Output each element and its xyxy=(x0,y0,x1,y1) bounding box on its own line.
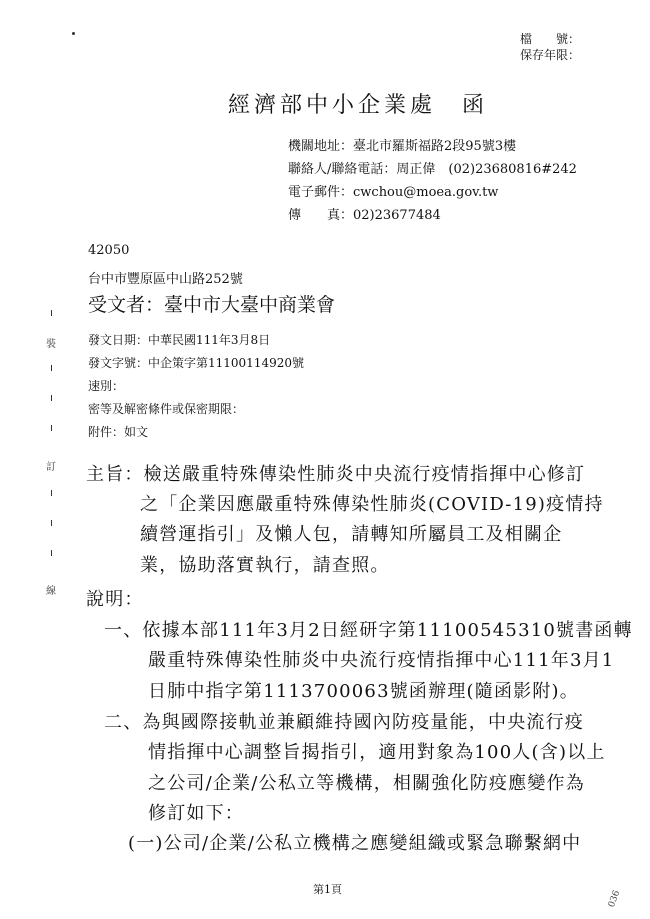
handwritten-mark: 036 xyxy=(606,889,623,909)
explanation-subitem-1: (一)公司/企業/公私立機構之應變組織或緊急聯繫網中 xyxy=(128,833,582,854)
agency-fax: 傳 真：02)23677484 xyxy=(288,208,441,223)
explanation-line: 一、依據本部111年3月2日經研字第11100545310號書函轉 xyxy=(104,620,633,641)
page-number: 第1頁 xyxy=(313,883,342,896)
issue-date: 發文日期：中華民國111年3月8日 xyxy=(88,333,271,347)
subject-line: 主旨：檢送嚴重特殊傳染性肺炎中央流行疫情指揮中心修訂 xyxy=(86,464,586,485)
attachment: 附件：如文 xyxy=(88,425,149,439)
explanation-line: 修訂如下： xyxy=(148,803,244,824)
binding-char-top: 裝 xyxy=(46,339,56,350)
archive-retention: 保存年限： xyxy=(520,48,581,62)
scan-dot xyxy=(72,32,75,35)
explanation-line: 嚴重特殊傳染性肺炎中央流行疫情指揮中心111年3月1 xyxy=(148,650,615,671)
agency-contact: 聯絡人/聯絡電話：周正偉 (02)23680816#242 xyxy=(288,162,577,177)
explanation-line: 之公司/企業/公私立等機構，相關強化防疫應變作為 xyxy=(148,773,585,794)
explanation-line: 日肺中指字第1113700063號函辦理(隨函影附)。 xyxy=(148,681,579,702)
binding-char-bottom: 線 xyxy=(46,586,56,597)
delivery-speed: 速別： xyxy=(88,379,125,393)
secrecy-level: 密等及解密條件或保密期限： xyxy=(88,402,245,416)
recipient-address: 台中市豐原區中山路252號 xyxy=(88,272,243,287)
subject-line: 續營運指引」及懶人包，請轉知所屬員工及相關企 xyxy=(140,524,563,545)
agency-email: 電子郵件：cwchou@moea.gov.tw xyxy=(288,185,499,200)
document-title: 經濟部中小企業處 函 xyxy=(228,93,489,118)
document-number: 發文字號：中企策字第11100114920號 xyxy=(88,356,304,370)
subject-line: 之「企業因應嚴重特殊傳染性肺炎(COVID-19)疫情持 xyxy=(140,494,604,515)
explanation-heading: 說明： xyxy=(86,589,144,610)
agency-address: 機關地址：臺北市羅斯福路2段95號3樓 xyxy=(288,139,517,154)
archive-file-no: 檔 號： xyxy=(520,32,581,46)
recipient-name: 受文者：臺中市大臺中商業會 xyxy=(88,294,336,316)
binding-char-middle: 訂 xyxy=(46,462,56,473)
explanation-line: 二、為與國際接軌並兼顧維持國內防疫量能，中央流行疫 xyxy=(104,712,584,733)
postal-code: 42050 xyxy=(88,243,130,258)
subject-line: 業，協助落實執行，請查照。 xyxy=(140,555,390,576)
explanation-line: 情指揮中心調整旨揭指引，適用對象為100人(含)以上 xyxy=(148,742,606,763)
